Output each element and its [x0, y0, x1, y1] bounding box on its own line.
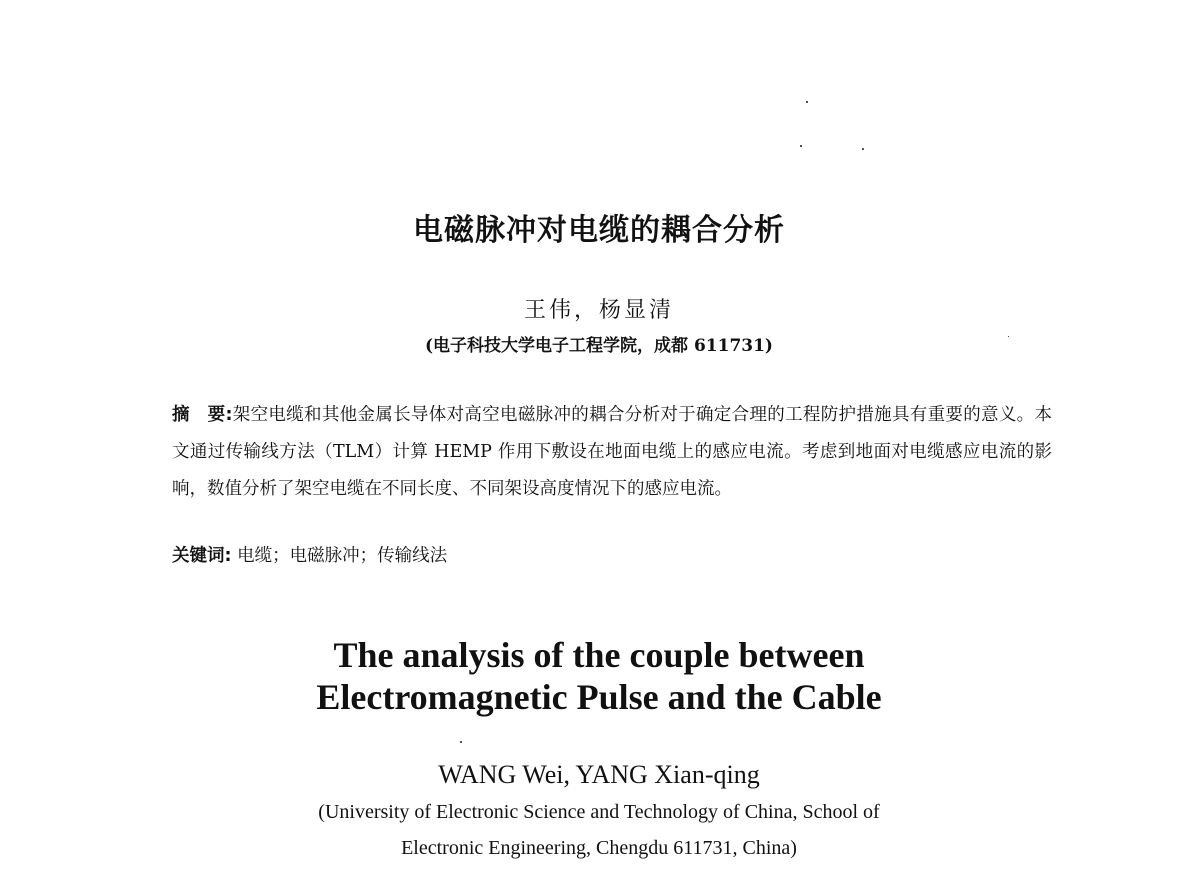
scan-speck — [460, 741, 462, 743]
scan-speck — [862, 148, 864, 150]
chinese-title: 电磁脉冲对电缆的耦合分析 — [413, 213, 785, 248]
scan-speck — [800, 145, 802, 147]
english-affiliation-line-1: (University of Electronic Science and Technology of China, School of — [318, 801, 880, 823]
abstract-text: 架空电缆和其他金属长导体对高空电磁脉冲的耦合分析对于确定合理的工程防护措施具有重要的意义。本文通过传输线方法（TLM）计算 HEMP 作用下敷设在地面电缆上的感应电流。考虑到地面对电缆感应电流的影响，数值分析了架空电缆在不同长度、不同架设高度情况下的感应电流。 — [172, 405, 1053, 499]
keywords-label: 关键词: — [172, 546, 232, 566]
keywords-text: 电缆；电磁脉冲；传输线法 — [237, 546, 448, 566]
english-title — [0, 634, 1198, 718]
scan-speck — [806, 101, 808, 103]
chinese-affiliation: (电子科技大学电子工程学院，成都 611731) — [425, 336, 773, 356]
chinese-abstract — [172, 397, 1052, 508]
abstract-label: 摘 要: — [172, 405, 233, 425]
chinese-authors: 王伟，杨显清 — [523, 298, 674, 323]
chinese-keywords — [172, 542, 447, 567]
english-affiliation-line-2: Electronic Engineering, Chengdu 611731, China) — [401, 837, 797, 859]
english-authors: WANG Wei, YANG Xian-qing — [438, 760, 760, 789]
english-title-line-2: Electromagnetic Pulse and the Cable — [316, 677, 882, 717]
english-title-line-1: The analysis of the couple between — [333, 635, 865, 675]
